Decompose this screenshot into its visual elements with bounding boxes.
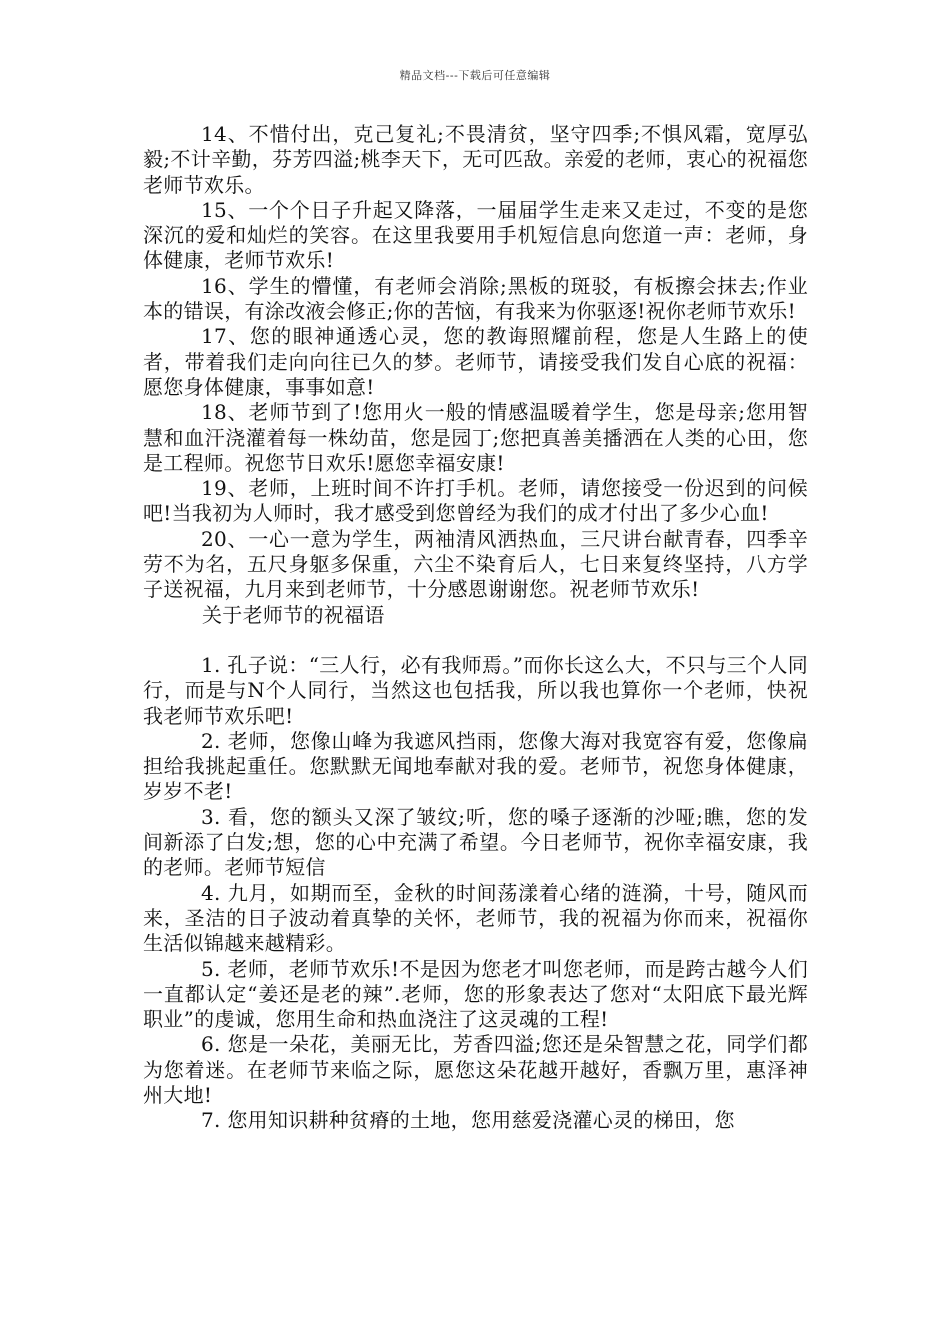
blessing-1: 1. 孔子说：“三人行，必有我师焉。”而你长这么大，不只与三个人同行，而是与N个人同行，当然这也包括我，所以我也算你一个老师，快祝我老师节欢乐吧! bbox=[143, 652, 808, 728]
paragraph-14: 14、不惜付出，克己复礼;不畏清贫，坚守四季;不惧风霜，宽厚弘毅;不计辛勤，芬芳四溢;桃李天下，无可匹敌。亲爱的老师，衷心的祝福您老师节欢乐。 bbox=[143, 122, 808, 197]
paragraph-18: 18、老师节到了!您用火一般的情感温暖着学生，您是母亲;您用智慧和血汗浇灌着每一株幼苗，您是园丁;您把真善美播洒在人类的心田，您是工程师。祝您节日欢乐!愿您幸福安康! bbox=[143, 400, 808, 475]
blessing-3: 3. 看，您的额头又深了皱纹;听，您的嗓子逐渐的沙哑;瞧，您的发间新添了白发;想，您的心中充满了希望。今日老师节，祝你幸福安康，我的老师。老师节短信 bbox=[143, 804, 808, 880]
blessing-7: 7. 您用知识耕种贫瘠的土地，您用慈爱浇灌心灵的梯田，您 bbox=[201, 1108, 735, 1133]
page-header: 精品文档---下载后可任意编辑 bbox=[399, 69, 551, 82]
document-body bbox=[143, 122, 808, 1134]
paragraph-19: 19、老师，上班时间不许打手机。老师，请您接受一份迟到的问候吧!当我初为人师时，我才感受到您曾经为我们的成才付出了多少心血! bbox=[143, 476, 808, 526]
paragraph-20: 20、一心一意为学生，两袖清风洒热血，三尺讲台献青春，四季辛劳不为名，五尺身躯多保重，六尘不染育后人，七日来复终坚持，八方学子送祝福，九月来到老师节，十分感恩谢谢您。祝老师节欢乐! bbox=[143, 526, 808, 602]
section-title: 关于老师节的祝福语 bbox=[202, 602, 385, 627]
blank-line bbox=[143, 628, 808, 653]
paragraph-16: 16、学生的懵懂，有老师会消除;黑板的斑驳，有板擦会抹去;作业本的错误，有涂改液会修正;你的苦恼，有我来为你驱逐!祝你老师节欢乐! bbox=[143, 273, 808, 324]
blessing-5: 5. 老师，老师节欢乐!不是因为您老才叫您老师，而是跨古越今人们一直都认定“姜还是老的辣”.老师，您的形象表达了您对“太阳底下最光辉职业”的虔诚，您用生命和热血浇注了这灵魂的工程! bbox=[143, 956, 808, 1032]
paragraph-17: 17、您的眼神通透心灵，您的教诲照耀前程，您是人生路上的使者，带着我们走向向往已久的梦。老师节，请接受我们发自心底的祝福：愿您身体健康，事事如意! bbox=[143, 324, 808, 399]
paragraph-15: 15、一个个日子升起又降落，一届届学生走来又走过，不变的是您深沉的爱和灿烂的笑容。在这里我要用手机短信息向您道一声：老师，身体健康，老师节欢乐! bbox=[143, 197, 808, 273]
blessing-6: 6. 您是一朵花，美丽无比，芳香四溢;您还是朵智慧之花，同学们都为您着迷。在老师节来临之际，愿您这朵花越开越好，香飘万里，惠泽神州大地! bbox=[143, 1032, 808, 1107]
blessing-2: 2. 老师，您像山峰为我遮风挡雨，您像大海对我宽容有爱，您像扁担给我挑起重任。您默默无闻地奉献对我的爱。老师节，祝您身体健康，岁岁不老! bbox=[143, 728, 808, 804]
blessing-4: 4. 九月，如期而至，金秋的时间荡漾着心绪的涟漪，十号，随风而来，圣洁的日子波动着真挚的关怀，老师节，我的祝福为你而来，祝福你生活似锦越来越精彩。 bbox=[143, 880, 808, 956]
